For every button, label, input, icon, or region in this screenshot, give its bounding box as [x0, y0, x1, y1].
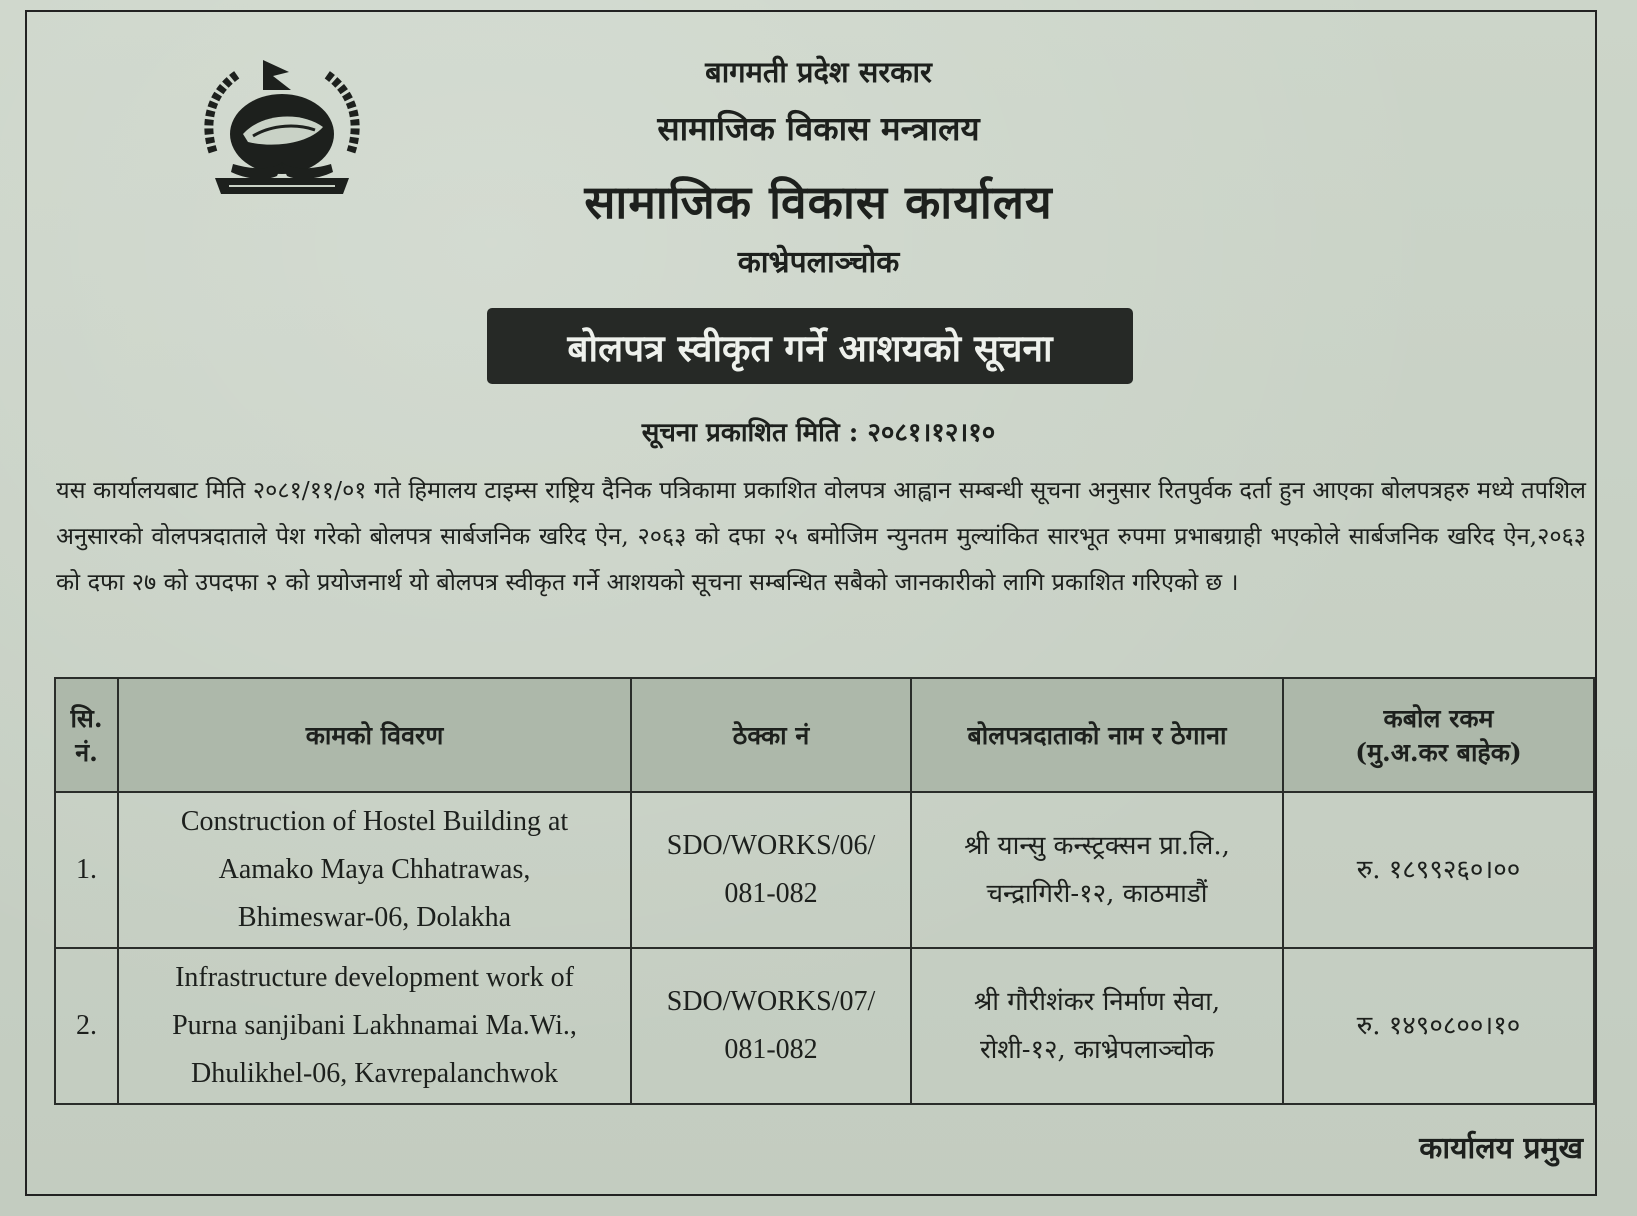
description-line: Infrastructure development work of	[175, 962, 574, 993]
contract-line: SDO/WORKS/07/	[666, 986, 876, 1017]
notice-body-paragraph: यस कार्यालयबाट मिति २०८१/११/०१ गते हिमालय टाइम्स राष्ट्रिय दैनिक पत्रिकामा प्रकाशित वोलपत्र आह्वान सम्बन्धी सूचना अनुसार रितपुर्वक दर्ता हुन आएका बोलपत्रहरु मध्ये तपशिल अनुसारको वोलपत्रदाताले पेश गरेको बोलपत्र सार्बजनिक खरिद ऐन, २०६३ को दफा २५ बमोजिम न्युनतम मुल्यांकित सारभूत रुपमा प्रभाबग्राही भएकोले सार्बजनिक खरिद ऐन,२०६३ को दफा २७ को उपदफा २ को प्रयोजनार्थ यो बोलपत्र स्वीकृत गर्ने आशयको सूचना सम्बन्धित सबैको जानकारीको लागि प्रकाशित गरिएको छ ।	[56, 476, 1586, 596]
header-sn-line2: नं.	[75, 738, 98, 767]
description-line: Aamako Maya Chhatrawas,	[218, 854, 531, 885]
row-contract-number	[631, 948, 911, 1104]
row-serial-number: 2.	[55, 948, 118, 1104]
row-bidder	[911, 948, 1283, 1104]
row-work-description	[118, 792, 631, 948]
bid-acceptance-table	[54, 677, 1595, 1105]
header-work-description: कामको विवरण	[118, 678, 631, 792]
description-line: Bhimeswar-06, Dolakha	[237, 902, 512, 933]
header-serial-number	[55, 678, 118, 792]
bidder-line: श्री यान्सु कन्स्ट्रक्सन प्रा.लि.,	[964, 831, 1230, 861]
notice-title-banner: बोलपत्र स्वीकृत गर्ने आशयको सूचना	[487, 308, 1133, 384]
description-line: Dhulikhel-06, Kavrepalanchwok	[191, 1058, 558, 1089]
table-header-row	[55, 678, 1594, 792]
header-bidder-name-address: बोलपत्रदाताको नाम र ठेगाना	[911, 678, 1283, 792]
header-bid-amount	[1283, 678, 1594, 792]
government-name: बागमती प्रदेश सरकार	[705, 55, 932, 89]
office-location: काभ्रेपलाञ्चोक	[737, 245, 900, 280]
bidder-line: चन्द्रागिरी-१२, काठमाडौं	[986, 879, 1208, 909]
office-name: सामाजिक विकास कार्यालय	[584, 175, 1053, 229]
header-sn-line1: सि.	[70, 704, 103, 733]
contract-line: SDO/WORKS/06/	[666, 830, 876, 861]
contract-line: 081-082	[724, 1034, 818, 1065]
publication-date: सूचना प्रकाशित मिति : २०८१।१२।१०	[641, 418, 996, 448]
row-bid-amount: रु. १८९९२६०।००	[1283, 792, 1594, 948]
description-line: Purna sanjibani Lakhnamai Ma.Wi.,	[172, 1010, 577, 1041]
row-bidder	[911, 792, 1283, 948]
header-contract-number: ठेक्का नं	[631, 678, 911, 792]
header-amount-line1: कबोल रकम	[1383, 704, 1494, 733]
bidder-line: श्री गौरीशंकर निर्माण सेवा,	[973, 987, 1221, 1017]
contract-line: 081-082	[724, 878, 818, 909]
table-row	[55, 948, 1594, 1104]
table-row	[55, 792, 1594, 948]
header-amount-line2: (मु.अ.कर बाहेक)	[1355, 738, 1522, 767]
row-work-description	[118, 948, 631, 1104]
description-line: Construction of Hostel Building at	[180, 806, 569, 837]
office-chief-signatory: कार्यालय प्रमुख	[1419, 1131, 1583, 1166]
ministry-name: सामाजिक विकास मन्त्रालय	[657, 109, 980, 148]
row-bid-amount: रु. १४९०८००।१०	[1283, 948, 1594, 1104]
bidder-line: रोशी-१२, काभ्रेपलाञ्चोक	[979, 1035, 1215, 1065]
row-contract-number	[631, 792, 911, 948]
row-serial-number: 1.	[55, 792, 118, 948]
